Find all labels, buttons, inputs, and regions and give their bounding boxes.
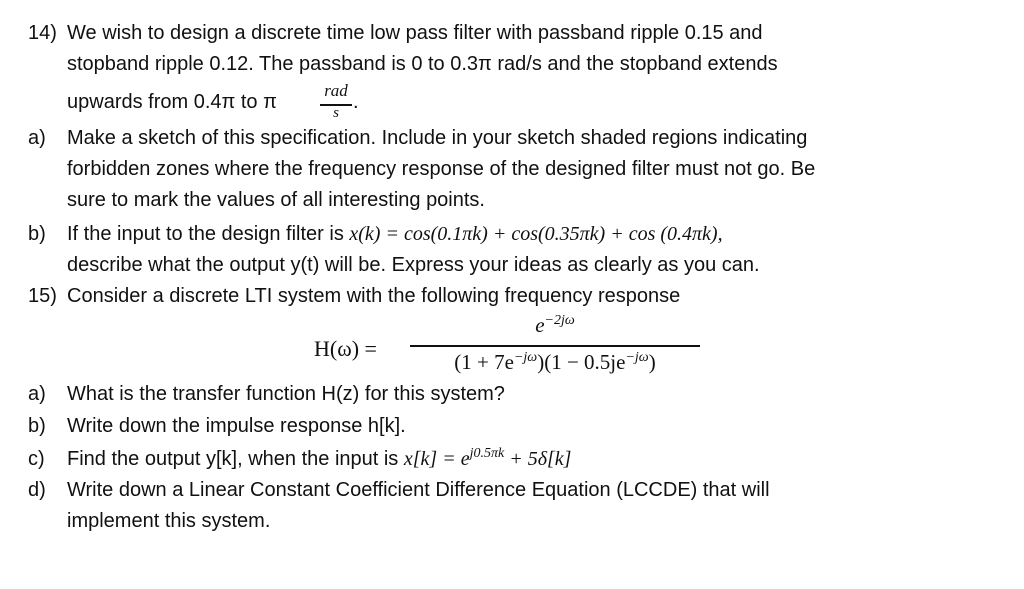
q14a-line-3: sure to mark the values of all interesting points. xyxy=(67,189,485,211)
q14a-line-2: forbidden zones where the frequency response of the designed filter must not go. Be xyxy=(67,158,816,180)
q15-equation-denominator: $(1 + 7e^{-j\omega})(1 - 0.5je^{-j\omega})$ xyxy=(454,350,656,374)
q14a-line-1: Make a sketch of this specification. Include in your sketch shaded regions indicating xyxy=(67,127,808,149)
q15b-text: Write down the impulse response h[k]. xyxy=(67,415,406,437)
q15c-input-signal: $x[k] = e^{j0.5\pi k} + 5\delta[k]$ xyxy=(403,446,572,470)
q14b-prefix: If the input to the design filter is xyxy=(67,223,350,245)
q15-line-1: Consider a discrete LTI system with the following frequency response xyxy=(67,285,681,307)
q14-number: 14) xyxy=(28,22,57,44)
q14-line-1: We wish to design a discrete time low pass filter with passband ripple 0.15 and xyxy=(67,22,763,44)
q14-line-2: stopband ripple 0.12. The passband is 0 to 0.3π rad/s and the stopband extends xyxy=(67,53,778,75)
q14-line-3-end: . xyxy=(353,91,359,113)
q15c-prefix: Find the output y[k], when the input is xyxy=(67,448,404,470)
q15d-label: d) xyxy=(28,479,46,501)
q15b-label: b) xyxy=(28,415,46,437)
q15d-line-2: implement this system. xyxy=(67,510,271,532)
q14b-line-1 xyxy=(67,221,723,247)
q15-equation-lhs: H(ω) = xyxy=(314,336,377,361)
q15d-line-1: Write down a Linear Constant Coefficient Difference Equation (LCCDE) that will xyxy=(67,479,770,501)
q14b-line-2: describe what the output y(t) will be. Express your ideas as clearly as you can. xyxy=(67,254,760,276)
q14-fraction-denominator: s xyxy=(333,105,339,121)
q15-equation-fraction-bar xyxy=(410,345,700,347)
q14b-input-signal: x(k) = cos(0.1πk) + cos(0.35πk) + cos (0.4πk), xyxy=(349,223,723,245)
q14b-label: b) xyxy=(28,223,46,245)
q14-line-3: upwards from 0.4π to π xyxy=(67,91,277,113)
q15c-text xyxy=(67,446,571,472)
q14a-label: a) xyxy=(28,127,46,149)
q15-equation-numerator: $e^{-2j\omega}$ xyxy=(535,313,575,337)
q15a-text: What is the transfer function H(z) for this system? xyxy=(67,383,505,405)
q14-fraction-numerator: rad xyxy=(324,81,348,100)
q15c-label: c) xyxy=(28,448,45,470)
q15a-label: a) xyxy=(28,383,46,405)
q15-number: 15) xyxy=(28,285,57,307)
